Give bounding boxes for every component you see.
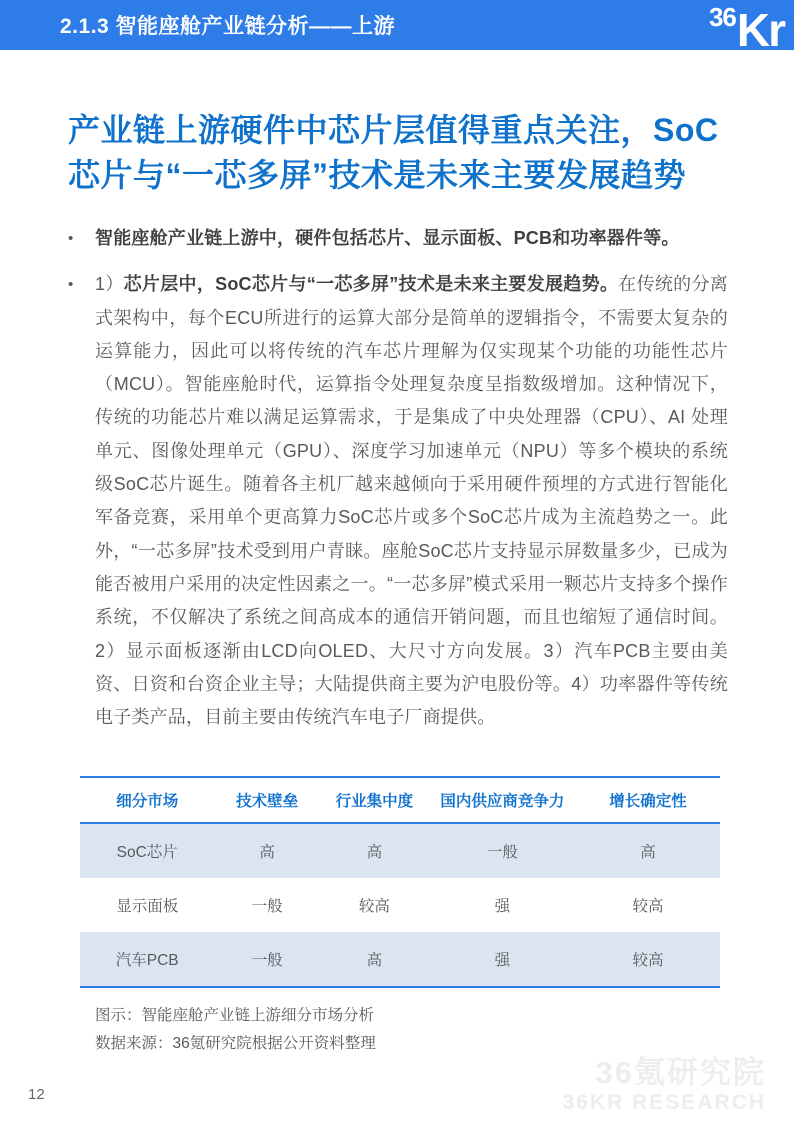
table-cell: 高 — [259, 844, 275, 861]
bullet-list — [68, 222, 728, 747]
section-title: 2.1.3 智能座舱产业链分析——上游 — [60, 15, 396, 38]
table-cell: 强 — [494, 952, 511, 969]
table-body — [80, 823, 720, 987]
bullet-marker: • — [68, 230, 74, 247]
table-cell: 高 — [640, 844, 656, 861]
page-number: 12 — [28, 1086, 45, 1103]
table-cell: 较高 — [358, 898, 390, 915]
top-header-bar — [0, 0, 794, 56]
table-cell: 一般 — [486, 844, 518, 861]
table-captions — [95, 1002, 376, 1058]
table-cell: 显示面板 — [116, 898, 179, 915]
table-row — [80, 932, 720, 987]
36kr-logo — [708, 1, 784, 56]
page-title-line1: 产业链上游硬件中芯片层值得重点关注，SoC — [68, 112, 719, 148]
list-item — [68, 268, 728, 734]
table-cell: 较高 — [632, 898, 664, 915]
table-cell: 强 — [494, 898, 511, 915]
table-row — [80, 823, 720, 878]
caption-source: 数据来源：36氪研究院根据公开资料整理 — [95, 1035, 376, 1052]
table-header-row — [80, 777, 720, 823]
watermark-cn: 36氪研究院 — [595, 1055, 766, 1091]
table-cell: 一般 — [251, 952, 283, 969]
table-row — [80, 878, 720, 932]
table-cell: 高 — [366, 844, 383, 861]
table-header-cell: 增长确定性 — [609, 793, 687, 810]
caption-figure: 图示：智能座舱产业链上游细分市场分析 — [95, 1007, 375, 1024]
table-cell: 较高 — [632, 952, 664, 969]
table-cell: 一般 — [251, 898, 283, 915]
table-header-cell: 技术壁垒 — [236, 793, 299, 810]
table-header-cell: 细分市场 — [116, 793, 179, 810]
list-item — [68, 222, 728, 255]
bullet-marker: • — [68, 276, 74, 294]
watermark-en: 36KR RESEARCH — [562, 1090, 766, 1114]
table-cell: SoC芯片 — [116, 844, 178, 861]
table-header-cell: 行业集中度 — [335, 793, 414, 810]
page-title-line2: 芯片与“一芯多屏”技术是未来主要发展趋势 — [68, 157, 687, 193]
table-header-cell: 国内供应商竞争力 — [440, 793, 565, 810]
table-cell: 汽车PCB — [115, 952, 179, 969]
watermark — [563, 1055, 766, 1115]
logo-36-text: 36 — [708, 2, 736, 32]
bullet-text: 1）芯片层中，SoC芯片与“一芯多屏”技术是未来主要发展趋势。在传统的分离式架构中，每个ECU所进行的运算大部分是简单的逻辑指令，不需要太复杂的运算能力，因此可以将传统的汽车芯片理解为仅实现某个功能的功能性芯片（MCU）。智能座舱时代，运算指令处理复杂度呈指数级增加。这种情况下，传统的功能芯片难以满足运算需求，于是集成了中央处理器（CPU）、AI 处理单元、图像处理单元（GPU）、深度学习加速单元（NPU）等多个模块的系统级SoC芯片诞生。随着各主机厂越来越倾向于采用硬件预埋的方式进行智能化军备竞赛，采用单个更高算力SoC芯片或多个SoC芯片成为主流趋势之一。此外，“一芯多屏”技术受到用户青睐。座舱SoC芯片支持显示屏数量多少，已成为能否被用户采用的决定性因素之一。“一芯多屏”模式采用一颗芯片支持多个操作系统，不仅解决了系统之间高成本的通信开销问题，而且也缩短了通信时间。2）显示面板逐渐由LCD向OLED、大尺寸方向发展。3）汽车PCB主要由美资、日资和台资企业主导；大陆提供商主要为沪电股份等。4）功率器件等传统电子类产品，目前主要由传统汽车电子厂商提供。 — [95, 274, 728, 728]
bullet-text: 智能座舱产业链上游中，硬件包括芯片、显示面板、PCB和功率器件等。 — [95, 228, 680, 248]
segment-analysis-table — [80, 776, 720, 988]
table-cell: 高 — [366, 952, 383, 969]
page-title — [68, 108, 748, 198]
logo-kr-text: Kr — [736, 4, 784, 56]
